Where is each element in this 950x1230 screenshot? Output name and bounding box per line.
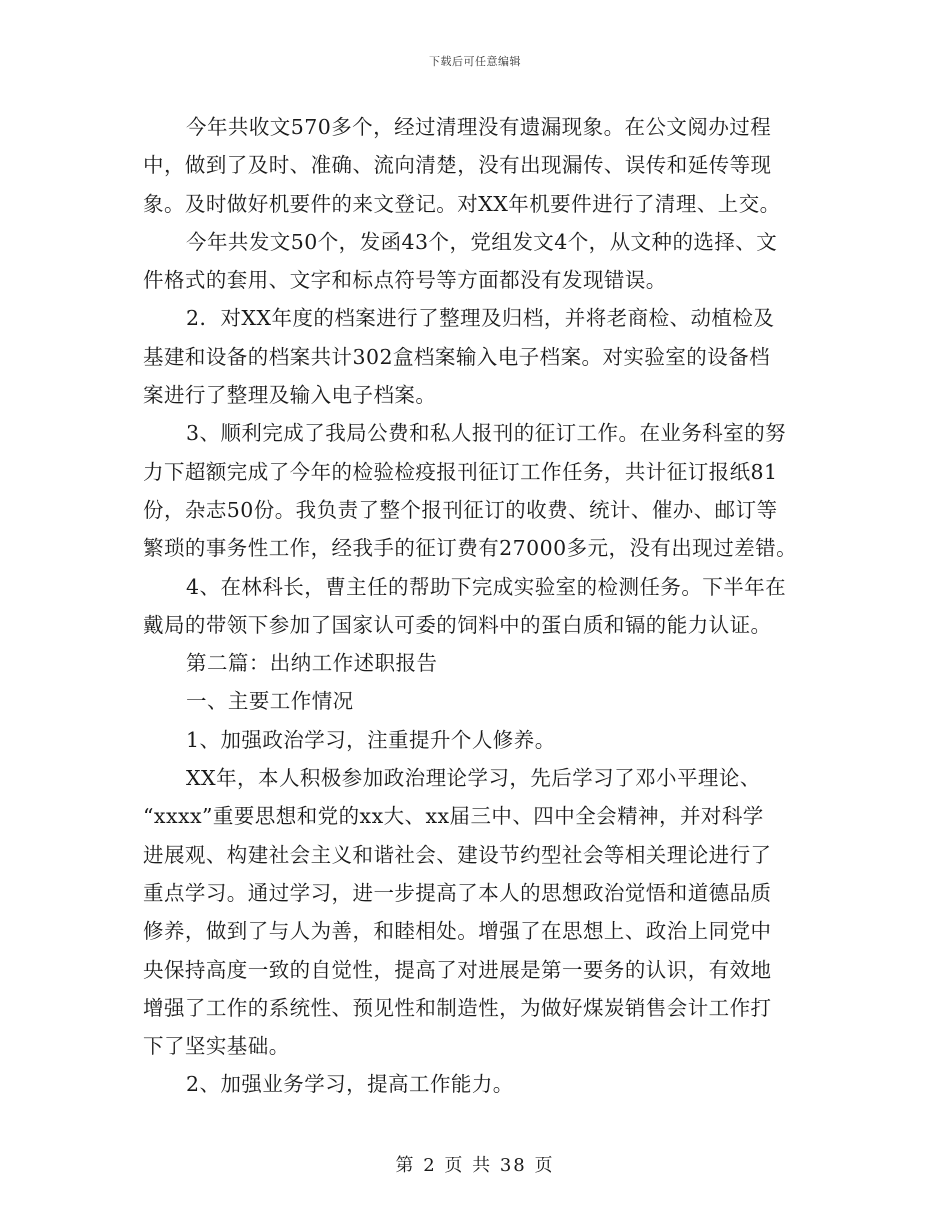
text-line: 戴局的带领下参加了国家认可委的饲料中的蛋白质和镉的能力认证。 [143, 612, 772, 637]
text-line: 件格式的套用、文字和标点符号等方面都没有发现错误。 [143, 268, 667, 293]
text-line: 3、顺利完成了我局公费和私人报刊的征订工作。在业务科室的努 [186, 421, 787, 446]
text-line: 力下超额完成了今年的检验检疫报刊征订工作任务，共计征订报纸81 [143, 459, 778, 484]
text-line: 4、在林科长，曹主任的帮助下完成实验室的检测任务。下半年在 [186, 574, 787, 599]
text-line: 2．对XX年度的档案进行了整理及归档，并将老商检、动植检及 [186, 306, 775, 331]
page-header-note: 下载后可任意编辑 [429, 55, 521, 68]
page-number: 第 2 页 共 38 页 [395, 1155, 555, 1176]
text-line: 第二篇：出纳工作述职报告 [186, 651, 438, 676]
text-line: 重点学习。通过学习，进一步提高了本人的思想政治觉悟和道德品质 [143, 880, 772, 905]
text-line: “xxxx”重要思想和党的xx大、xx届三中、四中全会精神，并对科学 [143, 804, 764, 829]
text-line: 1、加强政治学习，注重提升个人修养。 [186, 727, 556, 752]
text-line: 份，杂志50份。我负责了整个报刊征订的收费、统计、催办、邮订等 [143, 497, 778, 522]
text-line: 繁琐的事务性工作，经我手的征订费有27000多元，没有出现过差错。 [143, 536, 798, 561]
text-line: 今年共发文50个，发函43个，党组发文4个，从文种的选择、文 [186, 229, 778, 254]
text-line: 今年共收文570多个，经过清理没有遗漏现象。在公文阅办过程 [186, 115, 772, 139]
text-line: 进展观、构建社会主义和谐社会、建设节约型社会等相关理论进行了 [143, 842, 772, 867]
text-line: XX年，本人积极参加政治理论学习，先后学习了邓小平理论、 [186, 766, 761, 791]
text-line: 增强了工作的系统性、预见性和制造性，为做好煤炭销售会计工作打 [143, 995, 772, 1020]
text-line: 案进行了整理及输入电子档案。 [143, 383, 437, 408]
text-line: 2、加强业务学习，提高工作能力。 [186, 1072, 514, 1097]
text-line: 象。及时做好机要件的来文登记。对XX年机要件进行了清理、上交。 [143, 191, 781, 216]
text-line: 一、主要工作情况 [186, 689, 354, 714]
text-line: 基建和设备的档案共计302盒档案输入电子档案。对实验室的设备档 [143, 344, 771, 369]
document-body [143, 108, 811, 1104]
text-line: 下了坚实基础。 [143, 1034, 290, 1059]
text-line: 中，做到了及时、准确、流向清楚，没有出现漏传、误传和延传等现 [143, 153, 772, 178]
text-line: 央保持高度一致的自觉性，提高了对进展是第一要务的认识，有效地 [143, 957, 772, 982]
text-line: 修养，做到了与人为善，和睦相处。增强了在思想上、政治上同党中 [143, 919, 772, 944]
